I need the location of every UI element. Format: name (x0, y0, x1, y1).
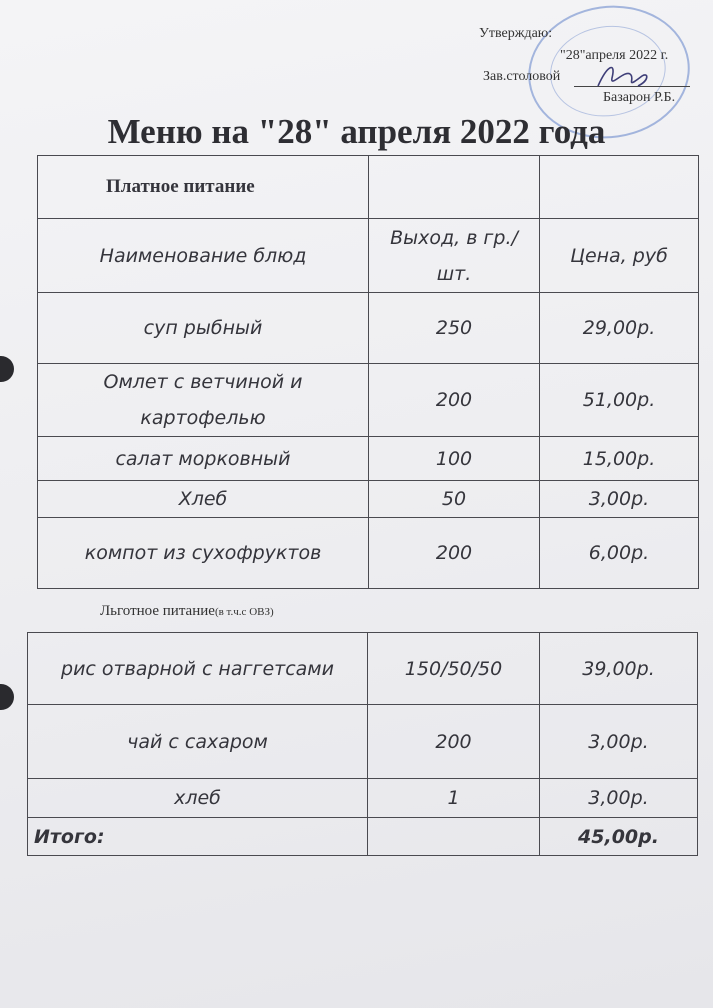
table-row (28, 633, 698, 705)
column-header-yield: Выход, в гр./шт. (369, 219, 540, 293)
dish-yield: 200 (368, 705, 540, 779)
dish-price: 29,00р. (540, 293, 699, 364)
approval-label: Утверждаю: (479, 26, 553, 41)
column-header-price: Цена, руб (540, 219, 699, 293)
dish-name: суп рыбный (38, 293, 369, 364)
dish-name: хлеб (28, 779, 368, 818)
dish-name: компот из сухофруктов (38, 518, 369, 589)
binder-hole (0, 356, 14, 382)
dish-yield: 250 (369, 293, 540, 364)
dish-yield: 50 (369, 481, 540, 518)
dish-yield: 200 (369, 364, 540, 437)
binder-hole (0, 684, 14, 710)
table-row (28, 779, 698, 818)
approval-name: Базарон Р.Б. (603, 90, 676, 105)
column-header-name: Наименование блюд (38, 219, 369, 293)
dish-yield: 150/50/50 (368, 633, 540, 705)
approval-position: Зав.столовой (483, 69, 561, 84)
table-row (38, 364, 699, 437)
dish-price: 6,00р. (540, 518, 699, 589)
paid-menu-table (37, 155, 699, 589)
benefit-menu-table (27, 632, 698, 856)
dish-name: Хлеб (38, 481, 369, 518)
dish-name: салат морковный (38, 437, 369, 481)
benefit-section-note: (в т.ч.с ОВЗ) (214, 606, 274, 618)
table-row (38, 437, 699, 481)
paid-section-heading: Платное питание (38, 156, 369, 219)
dish-name: рис отварной с наггетсами (28, 633, 368, 705)
dish-yield: 100 (369, 437, 540, 481)
dish-name: чай с сахаром (28, 705, 368, 779)
table-row (38, 518, 699, 589)
dish-price: 15,00р. (540, 437, 699, 481)
dish-name: Омлет с ветчиной и картофелью (38, 364, 369, 437)
total-value: 45,00р. (540, 818, 698, 856)
dish-yield: 200 (369, 518, 540, 589)
benefit-section-heading: Льготное питание(в т.ч.с ОВЗ) (100, 603, 274, 619)
page-title: Меню на "28" апреля 2022 года (107, 112, 606, 151)
table-row (28, 705, 698, 779)
total-row (28, 818, 698, 856)
dish-price: 51,00р. (540, 364, 699, 437)
dish-price: 3,00р. (540, 779, 698, 818)
total-label: Итого: (28, 818, 368, 856)
dish-price: 3,00р. (540, 705, 698, 779)
approval-date: "28"апреля 2022 г. (560, 48, 669, 63)
dish-price: 3,00р. (540, 481, 699, 518)
dish-price: 39,00р. (540, 633, 698, 705)
table-row (38, 481, 699, 518)
table-row (38, 293, 699, 364)
dish-yield: 1 (368, 779, 540, 818)
